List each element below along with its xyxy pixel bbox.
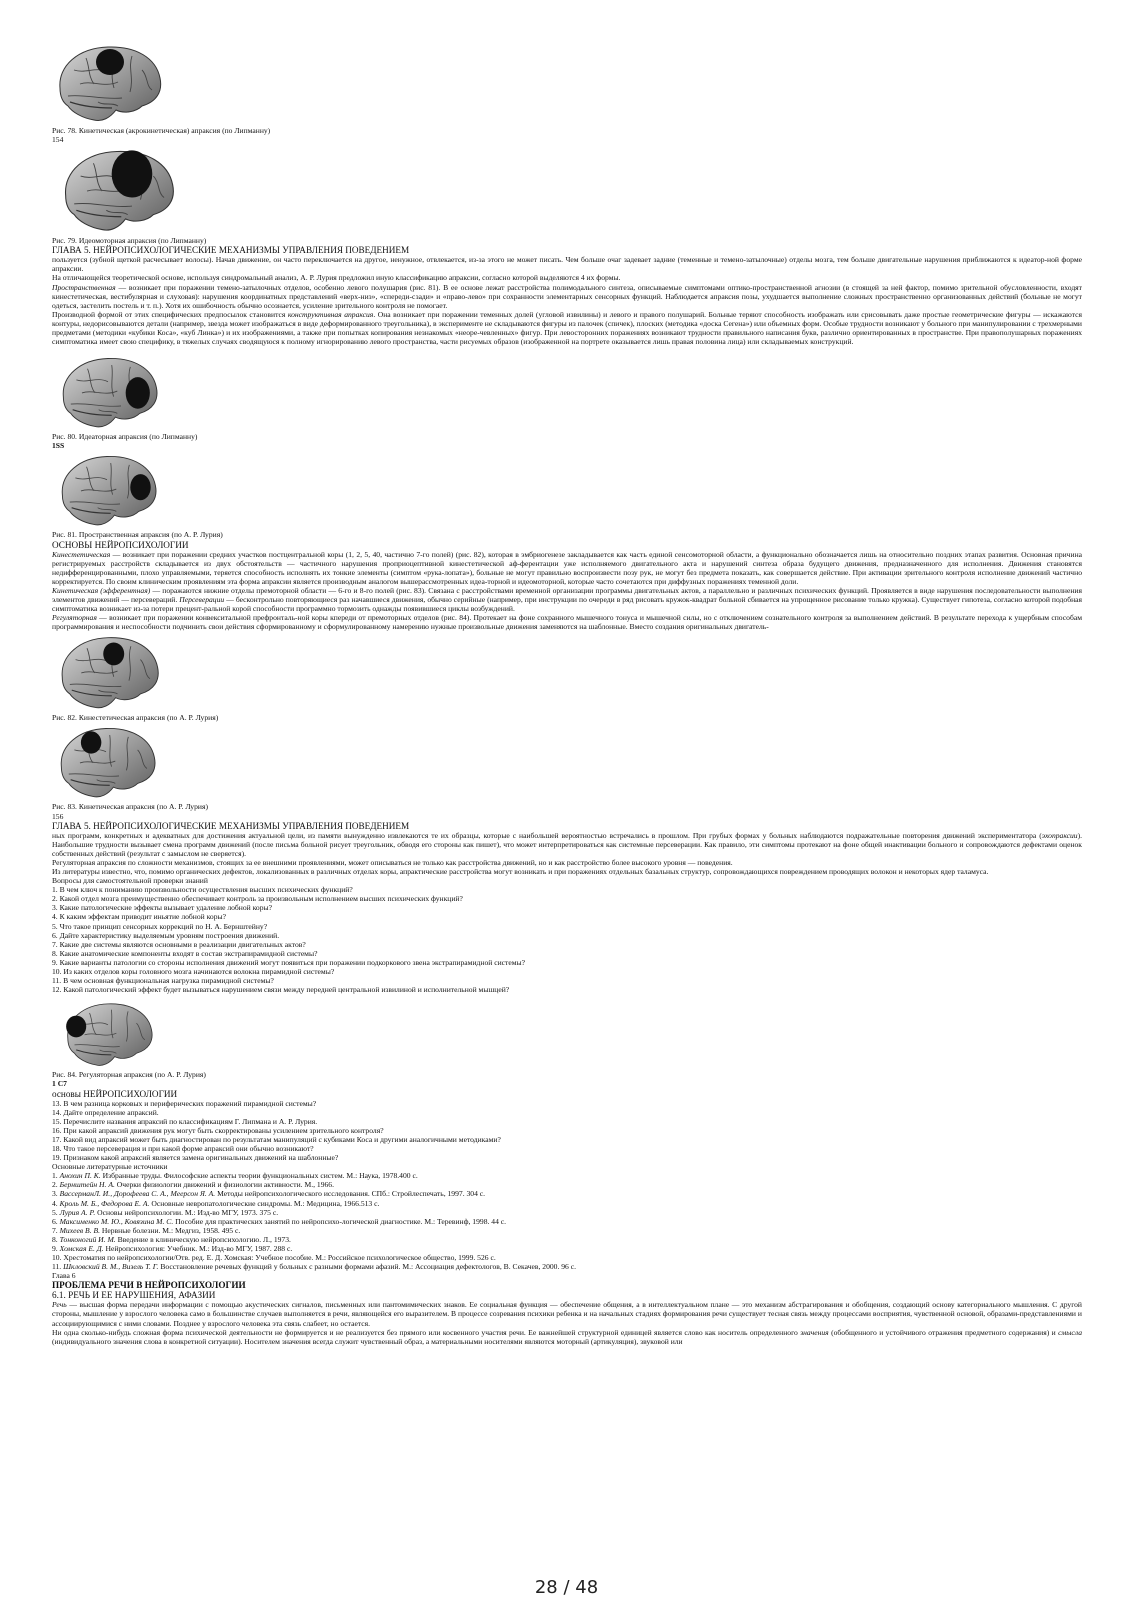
document-page [52, 40, 1082, 1346]
book-running-header: основы НЕЙРОПСИХОЛОГИИ [52, 1088, 178, 1099]
page-number: 1 С7 [52, 1079, 67, 1089]
term: Кинестетическая [52, 549, 111, 559]
question-item: 11. В чем основная функциональная нагрузка пирамидной системы? [52, 976, 274, 986]
lesion-mark [66, 1016, 86, 1038]
figure-caption: Рис. 81. Пространственная апраксия (по А. Р. Лурия) [52, 530, 223, 540]
brain-figure-84 [52, 998, 164, 1070]
figure-83 [52, 722, 1082, 802]
figure-caption: Рис. 82. Кинестетическая апраксия (по А. Р. Лурия) [52, 713, 219, 723]
paragraph: Речь — высшая форма передачи информации с помощью акустических сигналов, письменных или пантомимических знаков. Ее социальная функция — обеспечение общения, а в интеллектуальном плане — это механизм абстрагирования и обобщения, создающий основу категориального мышления. С другой стороны, мышление у взрослого человека само в большинстве случаев выполняется в речи, являющейся его выразителем. В процессе созревания психики ребенка и на начальных стадиях формирования речи существует тесная связь между процессами восприятия, чувственной основой, образами-представлениями и ассоциирующимися с ними словами. Позднее у взрослого человека эта связь слабеет, но остается. [52, 1300, 1082, 1328]
book-running-header: ОСНОВЫ НЕЙРОПСИХОЛОГИИ [52, 539, 189, 550]
chapter-label: Глава 6 [52, 1271, 76, 1281]
figure-caption: Рис. 79. Идеомоторная апраксия (по Липманну) [52, 236, 207, 246]
source-item: 4. Кроль М. Б., Федорова Е. А. Основные невропатологические синдромы. М.: Медицина, 1966.513 с. [52, 1198, 380, 1208]
figure-caption: Рис. 80. Идеаторная апраксия (по Липманну) [52, 432, 198, 442]
question-item: 19. Признаком какой апраксий является замена оригинальных движений на шаблонные? [52, 1153, 339, 1163]
figure-78 [52, 40, 1082, 126]
source-item: 2. Бернштейн Н. А. Очерки физиологии движений и физиологии активности. М., 1966. [52, 1180, 334, 1190]
paragraph: Кинетическая (эфферентная) — поражаются нижние отделы премоторной области — 6-го и 8-го полей (рис. 83). Связана с расстройствами временной организации программы двигательных актов, а параллельно и различных психических функций. Проявляется в виде нарушения последовательности выполнения элементов движений — персевераций. Персеверации — бесконтрольно повторяющиеся раз начавшиеся движения, обычно серийные (например, при инструкции по очереди в ряд рисовать кружок-квадрат больной сбивается на упрощенное рисование только кружка). Существует гипотеза, согласно которой подобная симптоматика возникает из-за потери прецент-ральной корой способности программно тормозить однажды появившиеся циклы возбуждений. [52, 585, 1083, 614]
source-item: 8. Тонконогий И. М. Введение в клиническую нейропсихологию. Л., 1973. [52, 1234, 291, 1244]
paragraph: Ни одна сколько-нибудь сложная форма психической деятельности не формируется и не реализуется без прямого или косвенного участия речи. Ее важнейшей структурной единицей является слово как носитель определенного значения (обобщенного и устойчивого отражения предметного содержания) и смысла (индивидуального значения слова в конкретной ситуации). Носителем значения всегда служит чувственный образ, а материальными носителями являются моторный (артикуляция), звуковой или [52, 1327, 1082, 1346]
page-indicator: 28 / 48 [534, 1577, 599, 1598]
question-item: 3. Какие патологические эффекты вызывает удаление лобной коры? [52, 903, 272, 913]
sources-list [52, 1171, 1082, 1271]
term: эхопраксии [1041, 830, 1078, 840]
figure-caption: Рис. 83. Кинетическая апраксия (по А. Р. Лурия) [52, 802, 208, 812]
term: смысла [1058, 1327, 1082, 1337]
question-item: 12. Какой патологический эффект будет вызываться нарушением связи между передней центральной извилиной и исполнительной мышцей? [52, 985, 510, 995]
figure-79 [52, 144, 1082, 236]
brain-figure-78 [52, 40, 164, 126]
chapter-running-header: ГЛАВА 5. НЕЙРОПСИХОЛОГИЧЕСКИЕ МЕХАНИЗМЫ УПРАВЛЕНИЯ ПОВЕДЕНИЕМ [52, 820, 410, 831]
term: значения [800, 1327, 829, 1337]
page-number: 154 [52, 135, 64, 145]
question-item: 16. При какой апраксий движения рук могут быть скорректированы усилением зрительного контроля? [52, 1125, 384, 1135]
question-item: 9. Какие варианты патологии со стороны исполнения движений могут появиться при поражении подкоркового звена экстрапирамидной системы? [52, 957, 525, 967]
figure-82 [52, 631, 1082, 713]
question-item: 10. Из каких отделов коры головного мозга начинаются волокна пирамидной системы? [52, 967, 335, 977]
question-item: 17. Какой вид апраксий может быть диагностирован по результатам манипуляций с кубиками Коса и другими аналогичными методиками? [52, 1134, 501, 1144]
source-item: 5. Лурия А. Р. Основы нейропсихологии. М.: Изд-во МГУ, 1973. 375 с. [52, 1207, 279, 1217]
source-item: 3. ВассерманЛ. И., Дорофеева С. А., Меерсон Я. А. Методы нейропсихологического исследования. СПб.: Стройлеспечать, 1997. 304 с. [52, 1189, 486, 1199]
chapter-title: ПРОБЛЕМА РЕЧИ В НЕЙРОПСИХОЛОГИИ [52, 1280, 246, 1291]
paragraph: Регуляторная апраксия по сложности механизмов, стоящих за ее внешними проявлениями, может описываться не только как расстройства движений, но и как расстройство более высокого уровня — поведения. [52, 857, 733, 867]
question-item: 14. Дайте определение апраксий. [52, 1107, 159, 1117]
question-item: 15. Перечислите названия апраксий по классификациям Г. Липмана и А. Р. Лурия. [52, 1116, 318, 1126]
questions-title: Вопросы для самостоятельной проверки знаний [52, 876, 208, 886]
term: Персеверации [179, 594, 225, 604]
paragraph: ных программ, конкретных и адекватных для достижения актуальной цели, из памяти вынужденно извлекаются те их образцы, которые с наибольшей вероятностью встречались в прошлом. При грубых формах у больных наблюдаются подражательные повторения движений экспериментатора (эхопраксии). Наибольшие трудности вызывает смена программ движений (после письма больной рисует треугольник, обводя его стороны как пишет), что может интерпретироваться как системные персеверации. Как правило, эти симптомы протекают на фоне общей инактивации больного и сопровождаются дефектами оценок собственных действий (результат с замыслом не сверяется). [52, 830, 1082, 858]
question-item: 13. В чем разница корковых и периферических поражений пирамидной системы? [52, 1098, 317, 1108]
brain-figure-80 [52, 352, 164, 432]
figure-84 [52, 998, 1082, 1070]
page-number: 156 [52, 811, 64, 821]
sources-title: Основные литературные источники [52, 1162, 168, 1172]
question-item: 4. К каким эффектам приводит иньятие лобной коры? [52, 912, 226, 922]
paragraph: Из литературы известно, что, помимо органических дефектов, локализованных в различных отделах коры, апрактические расстройства могут возникать и при поражениях отдельных базальных структур, сопровождающихся повреждением проводящих волокон и некоторых ядер таламуса. [52, 867, 989, 876]
paragraph: пользуется (зубной щеткой расчесывает волосы). Начав движение, он часто переключается на другое, ненужное, отвлекается, из-за этого не может писать. Чем больше очаг задевает задние (теменные и темено-затылочные) отделы мозга, тем больше двигательные нарушения приближаются к идеатор-ной форме апраксии. [52, 255, 1082, 274]
lesion-mark [103, 643, 124, 666]
questions-list-1 [52, 885, 1082, 994]
question-item: 7. Какие две системы являются основными в реализации двигательных актов? [52, 939, 306, 949]
paragraph: На отличающейся теоретической основе, используя синдромальный анализ, А. Р. Лурия предложил иную классификацию апраксии, согласно которой выделяются 4 их формы. [52, 273, 621, 283]
paragraph: Регуляторная — возникает при поражении конвекситальной префронталь-ной коры кпереди от премоторных отделов (рис. 84). Протекает на фоне сохранного мышечного тонуса и мышечной силы, но с отключением сознательного контроля за выполнением действий. В результате перехода к ущербным способам программирования и неспособности подчинить свои действия сформированному и сформулированному намерению нужные произвольные движения заменяются на шаблонные. Вместо создания оригинальных двигатель- [52, 613, 1082, 632]
term: Кинетическая (эфферентная) [52, 585, 151, 595]
source-item: 1. Анохин П. К. Избранные труды. Философские аспекты теории функциональных систем. М.: Наука, 1978.400 с. [52, 1171, 418, 1181]
questions-list-2 [52, 1099, 1082, 1163]
term: Речь [52, 1300, 67, 1310]
page-number: 1SS [52, 441, 65, 451]
brain-figure-83 [52, 722, 160, 802]
section-title: 6.1. РЕЧЬ И ЕЕ НАРУШЕНИЯ, АФАЗИИ [52, 1290, 216, 1301]
lesion-mark [126, 377, 150, 409]
term: Регуляторная [52, 613, 97, 623]
figure-caption: Рис. 84. Регуляторная апраксия (по А. Р. Лурия) [52, 1070, 206, 1080]
lesion-mark [130, 475, 150, 501]
question-item: 1. В чем ключ к пониманию произвольности осуществления высших психических функций? [52, 885, 353, 895]
paragraph: Пространственная — возникает при поражении темено-затылочных отделов, особенно левого полушария (рис. 81). В ее основе лежат расстройства полимодального синтеза, описываемые симптомами оптико-пространственной агнозии (в стоящей за ней фактор, помимо зрительной обусловленности, входят кинестетическая, вестибулярная и слуховая): нарушения координатных представлений «верх-низ», «спереди-сзади» и «право-лево» при сохранности элементарных сенсорных функций. Наблюдается апраксия позы, ухудшается выполнение сложных пространственно организованных действий (больные не могут одеться, застелить постель и т. п.). Хотя их ошибочность обычно осознается, усиление зрительного контроля не помогает. [52, 282, 1082, 310]
source-item: 9. Хомская Е. Д. Нейропсихология: Учебник. М.: Изд-во МГУ, 1987. 288 с. [52, 1244, 293, 1253]
chapter-running-header: ГЛАВА 5. НЕЙРОПСИХОЛОГИЧЕСКИЕ МЕХАНИЗМЫ УПРАВЛЕНИЯ ПОВЕДЕНИЕМ [52, 245, 410, 256]
lesion-mark [96, 49, 124, 75]
brain-figure-79 [52, 144, 182, 236]
figure-80 [52, 352, 1082, 432]
term: Пространственная [52, 282, 116, 292]
paragraph: Производной формой от этих специфических предпосылок становится конструктивная апраксия. Она возникает при поражении теменных долей (угловой извилины) и левого и правого полушарий. Больные теряют способность изображать или срисовывать даже простые геометрические фигуры — искажаются контуры, недорисовываются детали (например, звезда может изображаться в виде деформированного треугольника), в эксперименте не складываются фигуры из палочек (спичек), плоских (методика «доска Сегена») или объемных форм. Особые трудности возникают у больного при манипулировании с трехмерными предметами (методики «кубики Коса», «куб Линка») и их изображениями, а также при попытках копирования незнакомых «неоре-чевленных» фигур. При левосторонних поражениях возникают трудности правильного написания букв, различно ориентированных в пространстве. При правополушарных поражениях симптоматика имеет свою специфику, в тяжелых случаях сводящуюся к полному игнорированию левого пространства, части рисуемых образов (изображенной на портрете оказывается лишь правая половина лица) или складываемых конструкций. [52, 309, 1082, 347]
figure-81 [52, 450, 1082, 530]
question-item: 2. Какой отдел мозга преимущественно обеспечивает контроль за произвольным исполнением высших психических функций? [52, 894, 463, 904]
source-item: 7. Михеев В. В. Нервные болезни. М.: Медгиз, 1958. 495 с. [52, 1225, 241, 1235]
lesion-mark [112, 151, 153, 198]
brain-figure-81 [52, 450, 162, 530]
source-item: 11. Шкловский В. М., Визель Т. Г. Восстановление речевых функций у больных с разными формами афазий. М.: Ассоциация дефектологов, В. Секачев, 2000. 96 с. [52, 1262, 577, 1272]
source-item: 6. Максименко М. Ю., Ковязина М. С. Пособие для практических занятий по нейропсихо-логической диагностике. М.: Теревинф, 1998. 44 с. [52, 1216, 507, 1226]
lesion-mark [81, 732, 101, 754]
source-item: 10. Хрестоматия по нейропсихологии/Отв. ред. Е. Д. Хомская: Учебное пособие. М.: Российское психологическое общество, 1999. 526 с. [52, 1253, 496, 1263]
question-item: 5. Что такое принцип сенсорных коррекций по Н. А. Бернштейну? [52, 921, 268, 931]
question-item: 18. Что такое персеверация и при какой форме апраксий они обычно возникают? [52, 1143, 314, 1153]
question-item: 8. Какие анатомические компоненты входят в состав экстрапирамидной системы? [52, 948, 318, 958]
paragraph: Кинестетическая — возникает при поражении средних участков постцентральной коры (1, 2, 5, 40, частично 7-го полей) (рис. 82), которая в эмбриогенезе закладывается как часть единой сенсомоторной области, а функционально обозначается лишь на относительно поздних этапах развития. Основная причина регистрируемых расстройств складывается из двух обстоятельств — частичного нарушения проприоцептивной кинестетической аф-ферентации уже исполняемого двигательного акта и нарушений синтеза образа будущего движения, предназначенного для исполнения. Движения становятся недифференцированными, плохо управляемыми, теряется способность исполнять их тонкие элементы (симптом «рука-лопата»), больные не могут правильно воспроизвести позу рук, не могут без предмета показать, как совершается действие. При активации зрительного контроля исполнение движений частично корректируется. По своим клиническим проявлениям эта форма апраксии является производным аналогом вышерассмотренных идеа-торной и идеомоторной, которые часто сочетаются при диффузных поражениях теменной доли. [52, 549, 1082, 586]
question-item: 6. Дайте характеристику выделяемым уровням построения движений. [52, 930, 280, 940]
term: конструктивная апраксия [287, 309, 374, 319]
figure-caption: Рис. 78. Кинетическая (акрокинетическая) апраксия (по Липманну) [52, 126, 271, 135]
brain-figure-82 [52, 631, 164, 713]
